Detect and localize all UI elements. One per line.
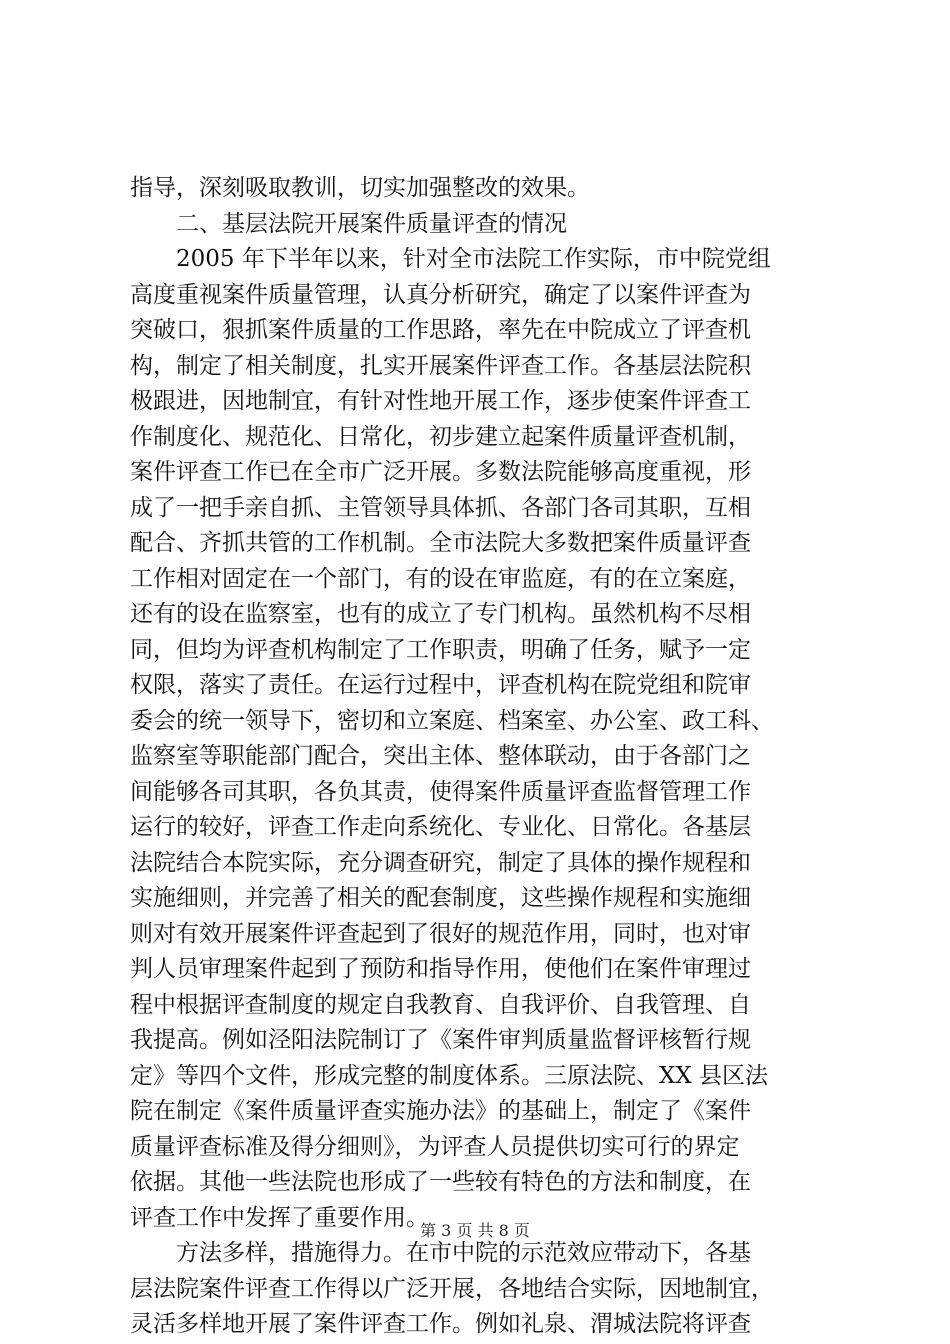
text-line: 作制度化、规范化、日常化，初步建立起案件质量评查机制，	[130, 423, 751, 450]
text-line: 高度重视案件质量管理，认真分析研究，确定了以案件评查为	[130, 281, 751, 308]
text-line: 我提高。例如泾阳法院制订了《案件审判质量监督评核暂行规	[130, 1027, 751, 1053]
text-line: 法院结合本院实际，充分调查研究，制定了具体的操作规程和	[130, 849, 751, 876]
text-line: 工作相对固定在一个部门，有的设在审监庭，有的在立案庭，	[130, 565, 751, 592]
text-line: 极跟进，因地制宜，有针对性地开展工作，逐步使案件评查工	[130, 388, 751, 414]
text-line: 监察室等职能部门配合，突出主体、整体联动，由于各部门之	[130, 743, 751, 769]
text-line: 定》等四个文件，形成完整的制度体系。三原法院、XX 县区法	[130, 1062, 769, 1089]
text-line: 还有的设在监察室，也有的成立了专门机构。虽然机构不尽相	[130, 601, 751, 627]
text-line: 质量评查标准及得分细则》，为评查人员提供切实可行的界定	[130, 1133, 740, 1160]
text-line: 则对有效开展案件评查起到了很好的规范作用，同时，也对审	[130, 920, 751, 947]
text-line: 配合、齐抓共管的工作机制。全市法院大多数把案件质量评查	[130, 530, 751, 556]
text-line: 运行的较好，评查工作走向系统化、专业化、日常化。各基层	[130, 814, 751, 840]
text-line: 依据。其他一些法院也形成了一些较有特色的方法和制度，在	[130, 1169, 751, 1195]
text-line: 指导，深刻吸取教训，切实加强整改的效果。	[130, 175, 590, 201]
text-line: 院在制定《案件质量评查实施办法》的基础上，制定了《案件	[130, 1098, 751, 1124]
text-line: 间能够各司其职，各负其责，使得案件质量评查监督管理工作	[130, 778, 751, 805]
text-line: 判人员审理案件起到了预防和指导作用，使他们在案件审理过	[130, 956, 751, 982]
text-line: 层法院案件评查工作得以广泛开展，各地结合实际，因地制宜，	[130, 1275, 774, 1302]
text-line: 2005 年下半年以来，针对全市法院工作实际，市中院党组	[176, 246, 771, 272]
text-line: 案件评查工作已在全市广泛开展。多数法院能够高度重视，形	[130, 459, 751, 485]
text-line: 方法多样，措施得力。在市中院的示范效应带动下，各基	[176, 1240, 751, 1266]
text-line: 突破口，狠抓案件质量的工作思路，率先在中院成立了评查机	[130, 317, 751, 343]
text-line: 程中根据评查制度的规定自我教育、自我评价、自我管理、自	[130, 991, 751, 1018]
text-line: 权限，落实了责任。在运行过程中，评查机构在院党组和院审	[130, 672, 751, 698]
text-line: 评查工作中发挥了重要作用。	[130, 1204, 429, 1231]
text-line: 灵活多样地开展了案件评查工作。例如礼泉、渭城法院将评查	[130, 1311, 751, 1337]
page-footer: 第 3 页 共 8 页	[420, 1221, 530, 1240]
text-line: 委会的统一领导下，密切和立案庭、档案室、办公室、政工科、	[130, 707, 774, 734]
text-line: 成了一把手亲自抓、主管领导具体抓、各部门各司其职，互相	[130, 494, 751, 521]
text-line: 实施细则，并完善了相关的配套制度，这些操作规程和实施细	[130, 885, 751, 911]
text-line: 同，但均为评查机构制定了工作职责，明确了任务，赋予一定	[130, 636, 751, 663]
document-body	[130, 171, 830, 1343]
text-line: 二、基层法院开展案件质量评查的情况	[176, 210, 567, 237]
text-line: 构，制定了相关制度，扎实开展案件评查工作。各基层法院积	[130, 352, 751, 379]
